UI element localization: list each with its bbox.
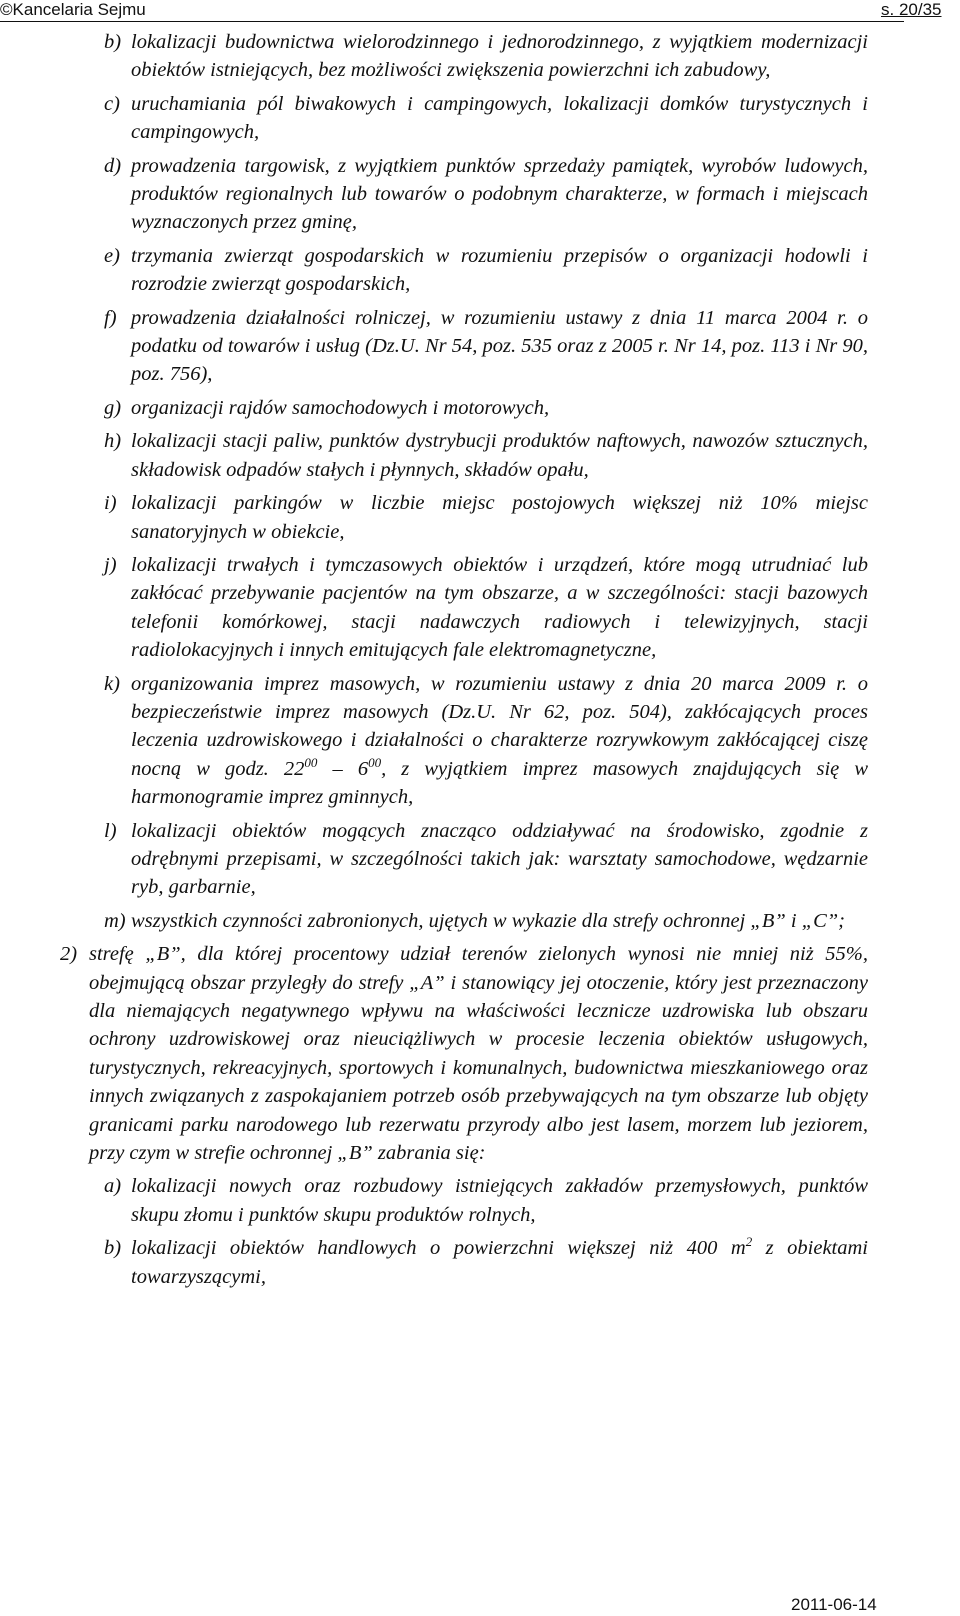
list-item-c [0, 90, 960, 147]
list-item-text: lokalizacji nowych oraz rozbudowy istniejących zakładów przemysłowych, punktów skupu złomu i punktów skupu produktów rolnych, [131, 1175, 868, 1226]
list-marker: a) [104, 1175, 122, 1198]
list-item-b [0, 28, 960, 85]
superscript: 00 [304, 754, 318, 770]
list-marker: h) [104, 430, 122, 453]
list-item-m [0, 907, 960, 935]
list-item-text [131, 1234, 868, 1291]
list-item-text: lokalizacji obiektów mogących znacząco oddziaływać na środowisko, zgodnie z odrębnymi przepisami, w szczególności takich jak: warsztaty samochodowe, wędzarnie ryb, garbarnie, [131, 819, 868, 899]
list-item-h [0, 427, 960, 484]
list-marker: m) [104, 909, 126, 932]
list-marker: l) [104, 819, 117, 842]
header-rule [0, 21, 904, 22]
list-item-text [131, 670, 868, 812]
footer-date: 2011-06-14 [791, 1595, 877, 1614]
list-item-text: lokalizacji trwałych i tymczasowych obiektów i urządzeń, które mogą utrudniać lub zakłócać przebywanie pacjentów na tym obszarze, a w szczególności: stacji bazowych telefonii komórkowej, stacji nadawczych radiowych i telewizyjnych, stacji radiolokacyjnych i innych emitujących fale elektromagnetyczne, [131, 553, 868, 662]
header-page-number: s. 20/35 [881, 0, 942, 19]
text-segment: organizowania imprez masowych, w rozumieniu ustawy z dnia 20 marca 2009 r. o bezpieczeństwie imprez masowych (Dz.U. Nr 62, poz. 504), zakłócających proces leczenia uzdrowiskowego i działalności o charakterze rozrywkowym zakłócającej ciszę nocną w godz. 22 [131, 672, 868, 780]
header-copyright: ©Kancelaria Sejmu [0, 0, 146, 19]
list-item-2 [0, 940, 960, 1167]
list-marker: f) [104, 306, 117, 329]
list-marker: b) [104, 31, 122, 53]
list-item-text: prowadzenia działalności rolniczej, w rozumieniu ustawy z dnia 11 marca 2004 r. o podatku od towarów i usług (Dz.U. Nr 54, poz. 535 oraz z 2005 r. Nr 14, poz. 113 i Nr 90, poz. 756), [131, 306, 868, 386]
list-item-k [0, 670, 960, 812]
list-marker: b) [104, 1237, 122, 1260]
text-segment: lokalizacji obiektów handlowych o powierzchni większej niż 400 m [131, 1237, 746, 1260]
list-item-l [0, 817, 960, 902]
list-marker: 2) [60, 943, 78, 966]
superscript: 00 [368, 754, 382, 770]
list-item-text: lokalizacji budownictwa wielorodzinnego i jednorodzinnego, z wyjątkiem modernizacji obiektów istniejących, bez możliwości zwiększenia powierzchni ich zabudowy, [131, 31, 868, 82]
list-item-text: strefę „B”, dla której procentowy udział terenów zielonych wynosi nie mniej niż 55%, obejmującą obszar przyległy do strefy „A” i stanowiący jej otoczenie, który jest przeznaczony dla niemających negatywnego wpływu na właściwości lecznicze uzdrowiska lub obszaru ochrony uzdrowiskowej oraz nieuciążliwych w procesie leczenia obiektów usługowych, turystycznych, rekreacyjnych, sportowych i komunalnych, budownictwa mieszkaniowego oraz innych związanych z zaspokajaniem potrzeb osób przebywających na tym obszarze lub objęty granicami parku narodowego lub rezerwatu przyrody albo jest lasem, morzem lub jeziorem, przy czym w strefie ochronnej „B” zabrania się: [89, 943, 868, 1165]
list-marker: d) [104, 154, 122, 177]
list-item-j [0, 551, 960, 665]
text-segment: z obiektami towarzyszącymi, [131, 1237, 868, 1288]
list-item-text: uruchamiania pól biwakowych i campingowych, lokalizacji domków turystycznych i campingowych, [131, 92, 868, 144]
text-segment: – 6 [317, 757, 369, 780]
list-item-text: organizacji rajdów samochodowych i motorowych, [131, 396, 550, 419]
list-item-text: trzymania zwierząt gospodarskich w rozumieniu przepisów o organizacji hodowli i rozrodzie zwierząt gospodarskich, [131, 244, 868, 296]
list-marker: k) [104, 672, 120, 695]
list-item-g [0, 394, 960, 422]
list-marker: g) [104, 396, 122, 419]
list-item-text: lokalizacji stacji paliw, punktów dystrybucji produktów naftowych, nawozów sztucznych, składowisk odpadów stałych i płynnych, składów opału, [131, 430, 868, 481]
list-item-text: prowadzenia targowisk, z wyjątkiem punktów sprzedaży pamiątek, wyrobów ludowych, produktów regionalnych lub towarów o podobnym charakterze, w formach i miejscach wyznaczonych przez gminę, [131, 154, 868, 234]
superscript: 2 [745, 1234, 753, 1250]
list-marker: e) [104, 244, 120, 267]
text-segment: , z wyjątkiem imprez masowych znajdujących się w harmonogramie imprez gminnych, [131, 757, 869, 809]
list-item-a-zone-b [0, 1172, 960, 1229]
list-item-i [0, 489, 960, 546]
list-item-f [0, 304, 960, 389]
list-marker: c) [104, 92, 120, 115]
list-item-d [0, 152, 960, 237]
list-marker: j) [104, 553, 117, 576]
list-marker: i) [104, 492, 117, 515]
list-item-e [0, 242, 960, 299]
list-item-b-zone-b [0, 1234, 960, 1291]
list-item-text: wszystkich czynności zabronionych, ujętych w wykazie dla strefy ochronnej „B” i „C”; [131, 909, 845, 932]
list-item-text: lokalizacji parkingów w liczbie miejsc postojowych większej niż 10% miejsc sanatoryjnych w obiekcie, [131, 492, 868, 543]
document-body [0, 28, 960, 1296]
